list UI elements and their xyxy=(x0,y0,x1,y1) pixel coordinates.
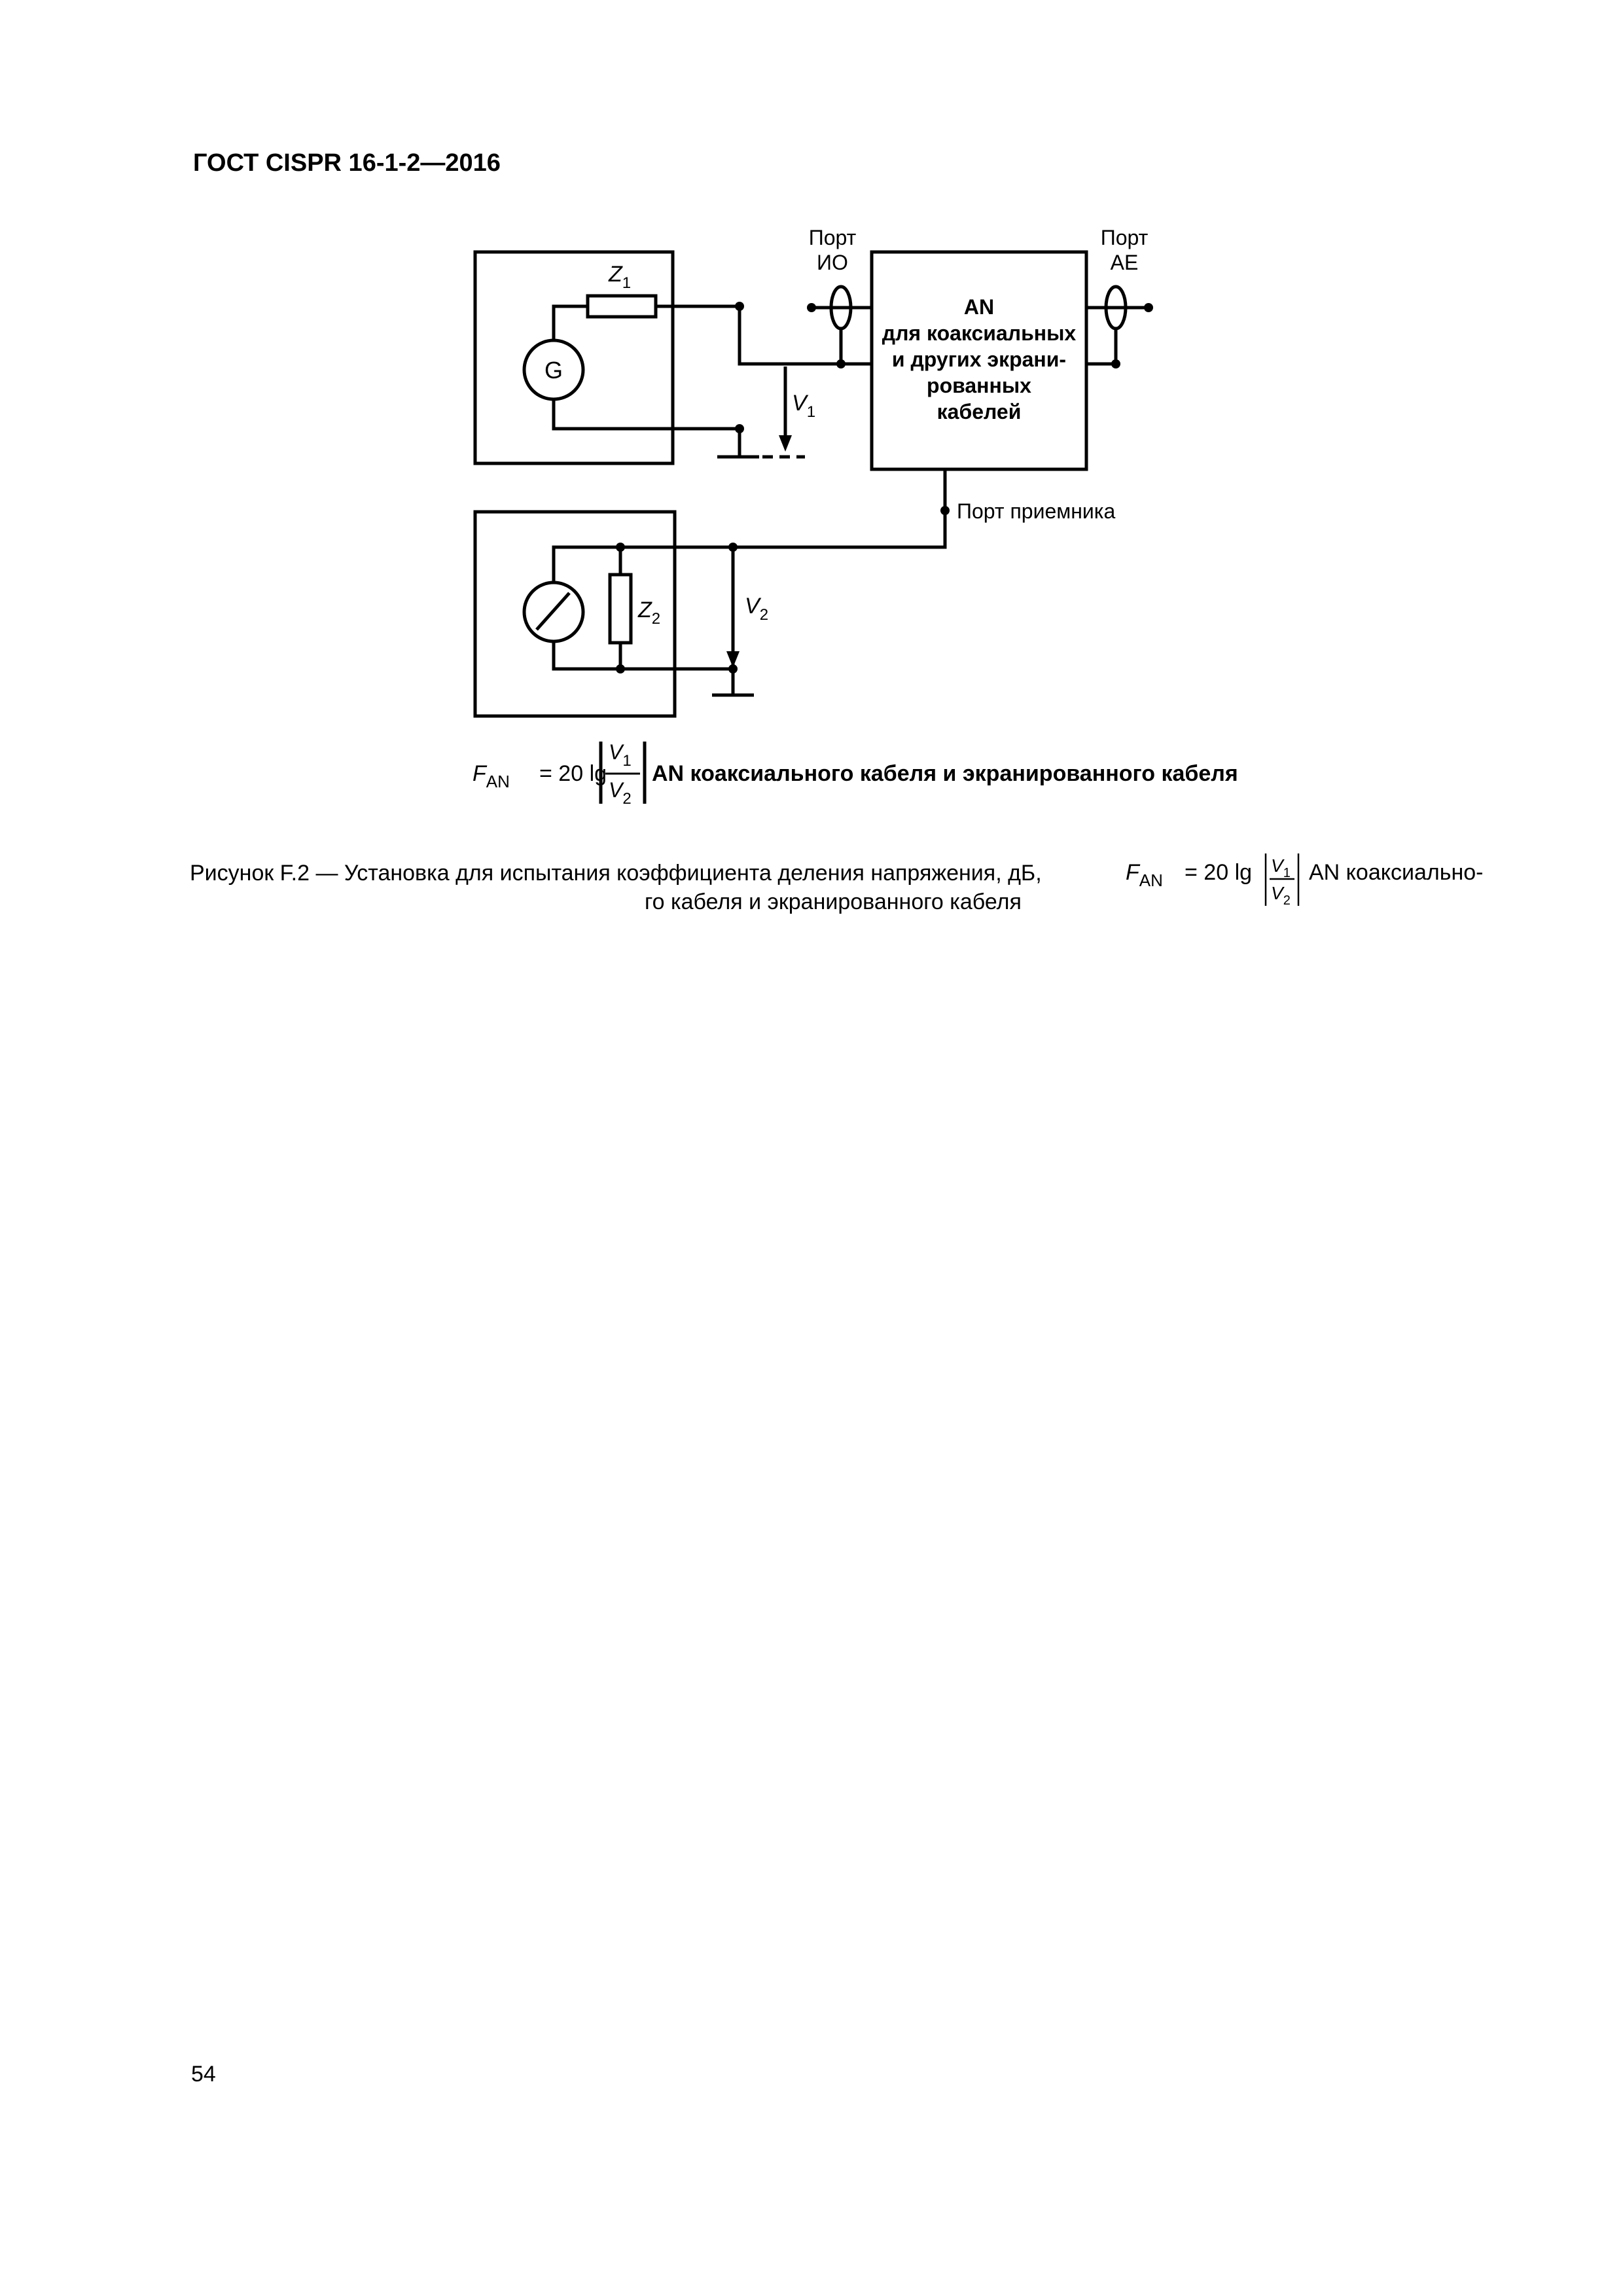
v1-subscript: 1 xyxy=(806,403,816,421)
z2-label: Z xyxy=(638,598,652,622)
formula-numerator: V xyxy=(609,740,623,764)
svg-text:V2 xyxy=(1271,883,1291,908)
caption-formula-f: F xyxy=(1126,860,1139,885)
formula-denominator: V xyxy=(609,778,623,802)
an-label-line2: для коаксиальных xyxy=(882,321,1077,345)
svg-text:V1 xyxy=(1271,855,1291,880)
svg-text:FAN xyxy=(1126,860,1163,890)
caption-formula-suffix: AN коаксиально- xyxy=(1309,860,1484,885)
page-number: 54 xyxy=(191,2062,216,2087)
svg-text:V1 xyxy=(609,740,632,770)
formula-tail: AN коаксиального кабеля и экранированного кабеля xyxy=(652,761,1238,786)
svg-text:V2 xyxy=(609,778,632,808)
formula-f: F xyxy=(473,761,486,786)
port-ae-label-line2: AE xyxy=(1110,251,1139,274)
an-label-line5: кабелей xyxy=(936,400,1022,423)
an-label-line1: AN xyxy=(963,295,995,319)
formula-f-subscript: AN xyxy=(486,772,510,791)
svg-text:FAN xyxy=(473,761,510,791)
caption-line2: го кабеля и экранированного кабеля xyxy=(645,889,1022,914)
svg-text:Z1 xyxy=(608,262,631,292)
circuit-diagram xyxy=(0,0,1623,851)
z1-label: Z xyxy=(609,262,622,287)
svg-text:V1 xyxy=(792,391,815,421)
resistor-z2 xyxy=(610,575,631,643)
caption-formula xyxy=(1126,852,1492,911)
v2-subscript: 2 xyxy=(759,606,769,624)
formula-equals: = 20 lg xyxy=(539,761,607,786)
caption-formula-denominator-subscript: 2 xyxy=(1283,893,1291,908)
z1-subscript: 1 xyxy=(622,274,632,292)
port-receiver-label: Порт приемника xyxy=(957,499,1116,523)
caption-formula-eq: = 20 lg xyxy=(1185,860,1253,885)
generator-label: G xyxy=(544,357,563,384)
z2-subscript: 2 xyxy=(651,610,661,628)
resistor-z1 xyxy=(588,296,656,317)
v1-label: V xyxy=(792,391,807,416)
svg-text:V2 xyxy=(745,594,768,624)
document-header: ГОСТ CISPR 16-1-2—2016 xyxy=(193,149,501,177)
caption-formula-f-subscript: AN xyxy=(1139,870,1163,890)
an-label-line4: рованных xyxy=(927,374,1031,397)
caption-prefix: Рисунок F.2 — Установка для испытания коэффициента деления напряжения, дБ, xyxy=(190,861,1042,886)
generator-box xyxy=(475,252,673,463)
port-io-label-line1: Порт xyxy=(808,226,857,249)
caption-formula-denominator: V xyxy=(1271,883,1283,903)
v2-label: V xyxy=(745,594,760,619)
caption-formula-numerator-subscript: 1 xyxy=(1283,866,1291,880)
an-label-line3: и других экрани- xyxy=(891,348,1067,371)
port-io-label-line2: ИО xyxy=(817,251,848,274)
caption-formula-numerator: V xyxy=(1271,855,1283,876)
formula-denominator-subscript: 2 xyxy=(622,790,632,808)
svg-text:Z2 xyxy=(637,598,660,628)
port-ae-label-line1: Порт xyxy=(1100,226,1149,249)
formula-numerator-subscript: 1 xyxy=(622,752,632,770)
